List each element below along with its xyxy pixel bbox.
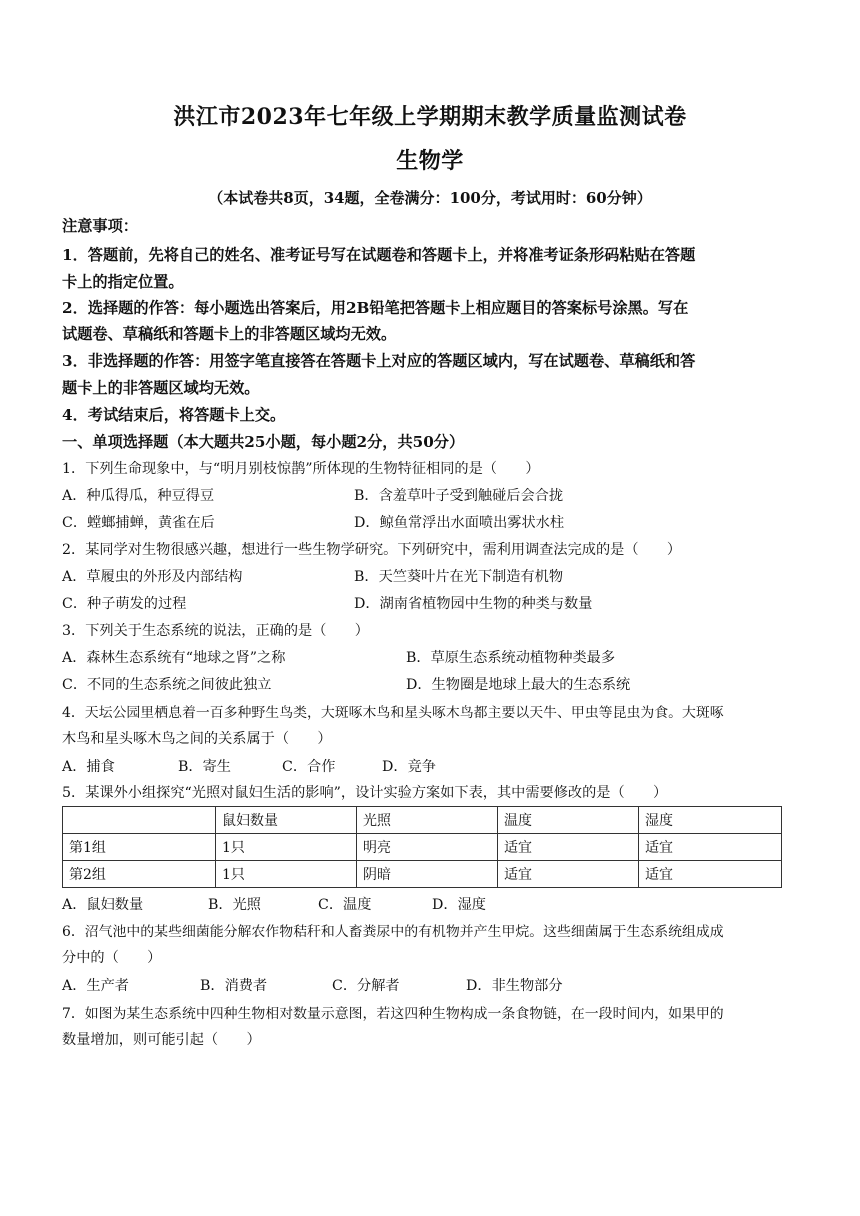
notice-line: 卡上的指定位置。 <box>62 273 184 291</box>
option-a: A．种瓜得瓜，种豆得豆 <box>62 488 215 504</box>
option-d: D．生物圈是地球上最大的生态系统 <box>406 677 631 693</box>
exam-info: （本试卷共8页，34题，全卷满分：100分，考试用时：60分钟） <box>208 189 652 207</box>
table-cell: 适宜 <box>639 834 782 861</box>
option-b: B．光照 <box>208 897 261 913</box>
table-cell: 阴暗 <box>357 861 498 888</box>
option-d: D．竞争 <box>382 759 436 775</box>
option-c: C．不同的生态系统之间彼此独立 <box>62 677 272 693</box>
table-cell: 第2组 <box>63 861 216 888</box>
table-header-row <box>63 807 782 834</box>
option-b: B．消费者 <box>200 978 268 994</box>
notice-heading: 注意事项： <box>62 217 138 235</box>
question-stem: 7．如图为某生态系统中四种生物相对数量示意图，若这四种生物构成一条食物链，在一段时间内，如果甲的 <box>62 1006 724 1022</box>
table-cell: 明亮 <box>357 834 498 861</box>
option-c: C．温度 <box>318 897 372 913</box>
section-heading: 一、单项选择题（本大题共25小题，每小题2分，共50分） <box>62 433 465 451</box>
option-d: D．鲸鱼常浮出水面喷出雾状水柱 <box>354 515 565 531</box>
table-header-cell: 光照 <box>357 807 498 834</box>
exam-title: 洪江市2023年七年级上学期期末教学质量监测试卷 <box>173 104 687 130</box>
notice-line: 4．考试结束后，将答题卡上交。 <box>62 406 286 424</box>
option-a: A．捕食 <box>62 759 115 775</box>
table-cell: 适宜 <box>498 834 639 861</box>
option-b: B．草原生态系统动植物种类最多 <box>406 650 616 666</box>
option-b: B．寄生 <box>178 759 231 775</box>
question-stem: 分中的（ ） <box>62 950 162 966</box>
question-stem: 5．某课外小组探究“光照对鼠妇生活的影响”，设计实验方案如下表，其中需要修改的是（ ） <box>62 785 668 801</box>
question-stem: 3．下列关于生态系统的说法，正确的是（ ） <box>62 623 369 639</box>
table-cell: 适宜 <box>498 861 639 888</box>
option-d: D．湿度 <box>432 897 486 913</box>
question-stem: 木鸟和星头啄木鸟之间的关系属于（ ） <box>62 731 332 747</box>
option-a: A．鼠妇数量 <box>62 897 144 913</box>
option-c: C．螳螂捕蝉，黄雀在后 <box>62 515 215 531</box>
option-b: B．含羞草叶子受到触碰后会合拢 <box>354 488 564 504</box>
option-b: B．天竺葵叶片在光下制造有机物 <box>354 569 564 585</box>
table-cell: 适宜 <box>639 861 782 888</box>
notice-line: 2．选择题的作答：每小题选出答案后，用2B铅笔把答题卡上相应题目的答案标号涂黑。写在 <box>62 299 689 317</box>
option-c: C．分解者 <box>332 978 400 994</box>
option-d: D．非生物部分 <box>466 978 563 994</box>
notice-line: 1．答题前，先将自己的姓名、准考证号写在试题卷和答题卡上，并将准考证条形码粘贴在答题 <box>62 246 696 264</box>
option-c: C．种子萌发的过程 <box>62 596 187 612</box>
table-row <box>63 834 782 861</box>
question-stem: 2．某同学对生物很感兴趣，想进行一些生物学研究。下列研究中，需利用调查法完成的是（ ） <box>62 542 682 558</box>
notice-line: 试题卷、草稿纸和答题卡上的非答题区域均无效。 <box>62 325 397 343</box>
table-header-cell: 鼠妇数量 <box>216 807 357 834</box>
table-header-cell: 湿度 <box>639 807 782 834</box>
subject-title: 生物学 <box>396 148 464 174</box>
notice-line: 3．非选择题的作答：用签字笔直接答在答题卡上对应的答题区域内，写在试题卷、草稿纸和答 <box>62 352 696 370</box>
option-a: A．生产者 <box>62 978 129 994</box>
option-c: C．合作 <box>282 759 336 775</box>
notice-line: 题卡上的非答题区域均无效。 <box>62 379 260 397</box>
option-d: D．湖南省植物园中生物的种类与数量 <box>354 596 593 612</box>
question-stem: 4．天坛公园里栖息着一百多种野生鸟类，大斑啄木鸟和星头啄木鸟都主要以天牛、甲虫等昆虫为食。大斑啄 <box>62 705 724 721</box>
table-header-cell <box>63 807 216 834</box>
question-stem: 数量增加，则可能引起（ ） <box>62 1032 261 1048</box>
option-a: A．森林生态系统有“地球之肾”之称 <box>62 650 286 666</box>
table-header-cell: 温度 <box>498 807 639 834</box>
table-cell: 1只 <box>216 834 357 861</box>
option-a: A．草履虫的外形及内部结构 <box>62 569 243 585</box>
table-cell: 1只 <box>216 861 357 888</box>
table-cell: 第1组 <box>63 834 216 861</box>
question-stem: 6．沼气池中的某些细菌能分解农作物秸秆和人畜粪尿中的有机物并产生甲烷。这些细菌属于生态系统组成成 <box>62 924 724 940</box>
table-row <box>63 861 782 888</box>
question-stem: 1．下列生命现象中，与“明月别枝惊鹊”所体现的生物特征相同的是（ ） <box>62 461 540 477</box>
experiment-table <box>62 806 782 888</box>
